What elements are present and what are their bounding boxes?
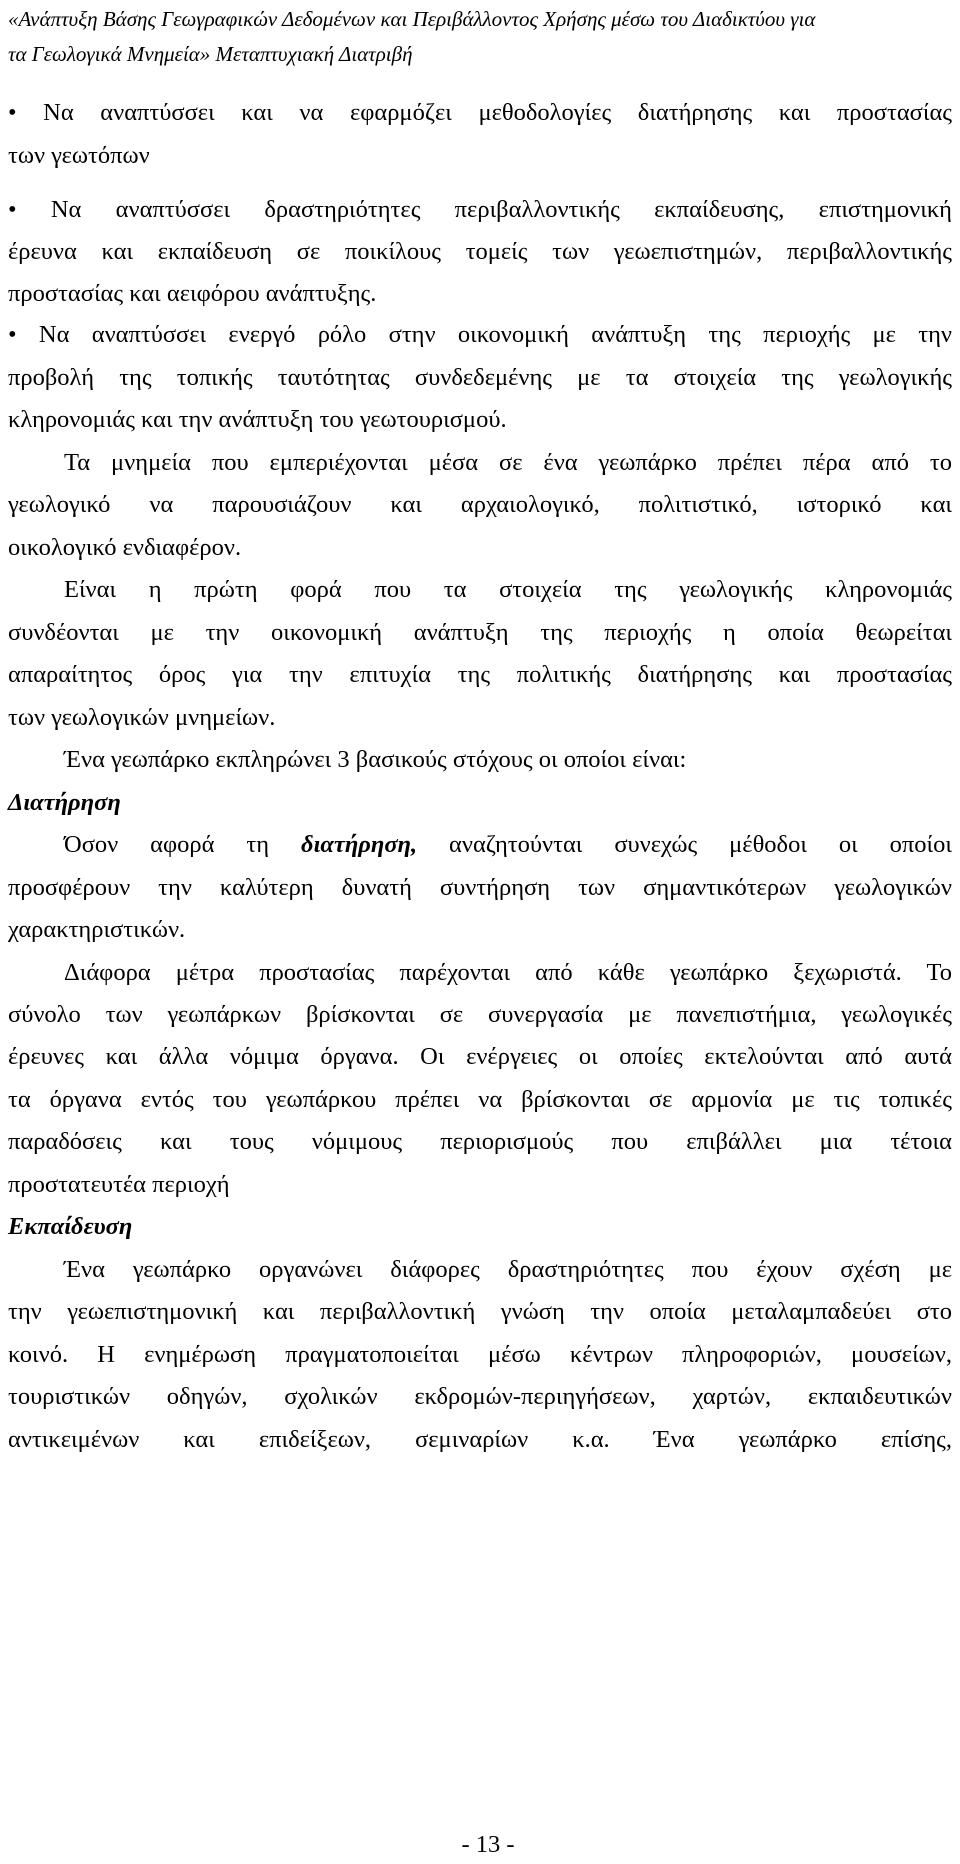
- para-2-line-1: Είναι η πρώτη φορά που τα στοιχεία της γεωλογικής κληρονομιάς: [64, 576, 952, 603]
- bullet-2-line-3: προστασίας και αειφόρου ανάπτυξης.: [8, 280, 377, 307]
- header-line-2: τα Γεωλογικά Μνημεία» Μεταπτυχιακή Διατριβή: [8, 42, 413, 66]
- para-4-text-a: Όσον αφορά τη: [64, 831, 302, 858]
- section-heading-education: Εκπαίδευση: [8, 1213, 133, 1240]
- bullet-1-line-2: των γεωτόπων: [8, 142, 150, 169]
- para-6-line-3: κοινό. Η ενημέρωση πραγματοποιείται μέσω κέντρων πληροφοριών, μουσείων,: [8, 1341, 952, 1368]
- page-footer: [0, 1830, 960, 1860]
- para-1-line-3: οικολογικό ενδιαφέρον.: [8, 534, 242, 561]
- para-6-line-4: τουριστικών οδηγών, σχολικών εκδρομών-περιηγήσεων, χαρτών, εκπαιδευτικών: [8, 1383, 952, 1410]
- bullet-1-line-1: • Να αναπτύσσει και να εφαρμόζει μεθοδολογίες διατήρησης και προστασίας: [8, 99, 952, 126]
- para-6-line-2: την γεωεπιστημονική και περιβαλλοντική γνώση την οποία μεταλαμπαδεύει στο: [8, 1298, 952, 1325]
- para-3-line-1: Ένα γεωπάρκο εκπληρώνει 3 βασικούς στόχους οι οποίοι είναι:: [64, 746, 687, 773]
- bullet-2-line-2: έρευνα και εκπαίδευση σε ποικίλους τομείς των γεωεπιστημών, περιβαλλοντικής: [8, 238, 952, 265]
- para-5-line-3: έρευνες και άλλα νόμιμα όργανα. Οι ενέργειες οι οποίες εκτελούνται από αυτά: [8, 1043, 952, 1070]
- para-5-line-5: παραδόσεις και τους νόμιμους περιορισμούς που επιβάλλει μια τέτοια: [8, 1128, 952, 1155]
- para-5-line-2: σύνολο των γεωπάρκων βρίσκονται σε συνεργασία με πανεπιστήμια, γεωλογικές: [8, 1001, 952, 1028]
- para-5-line-1: Διάφορα μέτρα προστασίας παρέχονται από κάθε γεωπάρκο ξεχωριστά. Το: [64, 959, 952, 986]
- para-5-line-4: τα όργανα εντός του γεωπάρκου πρέπει να βρίσκονται σε αρμονία με τις τοπικές: [8, 1086, 952, 1113]
- para-2-line-3: απαραίτητος όρος για την επιτυχία της πολιτικής διατήρησης και προστασίας: [8, 661, 952, 688]
- para-6-line-1: Ένα γεωπάρκο οργανώνει διάφορες δραστηριότητες που έχουν σχέση με: [64, 1256, 952, 1283]
- para-4-emphasis: διατήρηση,: [301, 831, 418, 858]
- para-4-line-2: προσφέρουν την καλύτερη δυνατή συντήρηση των σημαντικότερων γεωλογικών: [8, 874, 952, 901]
- running-header: [8, 2, 958, 72]
- bullet-3-line-2: προβολή της τοπικής ταυτότητας συνδεδεμένης με τα στοιχεία της γεωλογικής: [8, 364, 952, 391]
- para-2-line-4: των γεωλογικών μνημείων.: [8, 704, 276, 731]
- para-4-text-c: αναζητούνται συνεχώς μέθοδοι οι οποίοι: [417, 831, 952, 858]
- section-heading-preservation: Διατήρηση: [8, 789, 121, 816]
- para-4-line-3: χαρακτηριστικών.: [8, 916, 186, 943]
- para-6-line-5: αντικειμένων και επιδείξεων, σεμιναρίων κ.α. Ένα γεωπάρκο επίσης,: [8, 1426, 952, 1453]
- para-1-line-2: γεωλογικό να παρουσιάζουν και αρχαιολογικό, πολιτιστικό, ιστορικό και: [8, 491, 952, 518]
- header-line-1: «Ανάπτυξη Βάσης Γεωγραφικών Δεδομένων και Περιβάλλοντος Χρήσης μέσω του Διαδικτύου για: [8, 7, 816, 31]
- para-1-line-1: Τα μνημεία που εμπεριέχονται μέσα σε ένα γεωπάρκο πρέπει πέρα από το: [64, 449, 952, 476]
- para-5-line-6: προστατευτέα περιοχή: [8, 1171, 230, 1198]
- page-number: - 13 -: [461, 1831, 515, 1858]
- bullet-3-line-3: κληρονομιάς και την ανάπτυξη του γεωτουρισμού.: [8, 406, 507, 433]
- para-2-line-2: συνδέονται με την οικονομική ανάπτυξη της περιοχής η οποία θεωρείται: [8, 619, 952, 646]
- para-4-line-1: [64, 830, 952, 860]
- bullet-3-line-1: • Να αναπτύσσει ενεργό ρόλο στην οικονομική ανάπτυξη της περιοχής με την: [8, 321, 952, 348]
- bullet-2-line-1: • Να αναπτύσσει δραστηριότητες περιβαλλοντικής εκπαίδευσης, επιστημονική: [8, 196, 952, 223]
